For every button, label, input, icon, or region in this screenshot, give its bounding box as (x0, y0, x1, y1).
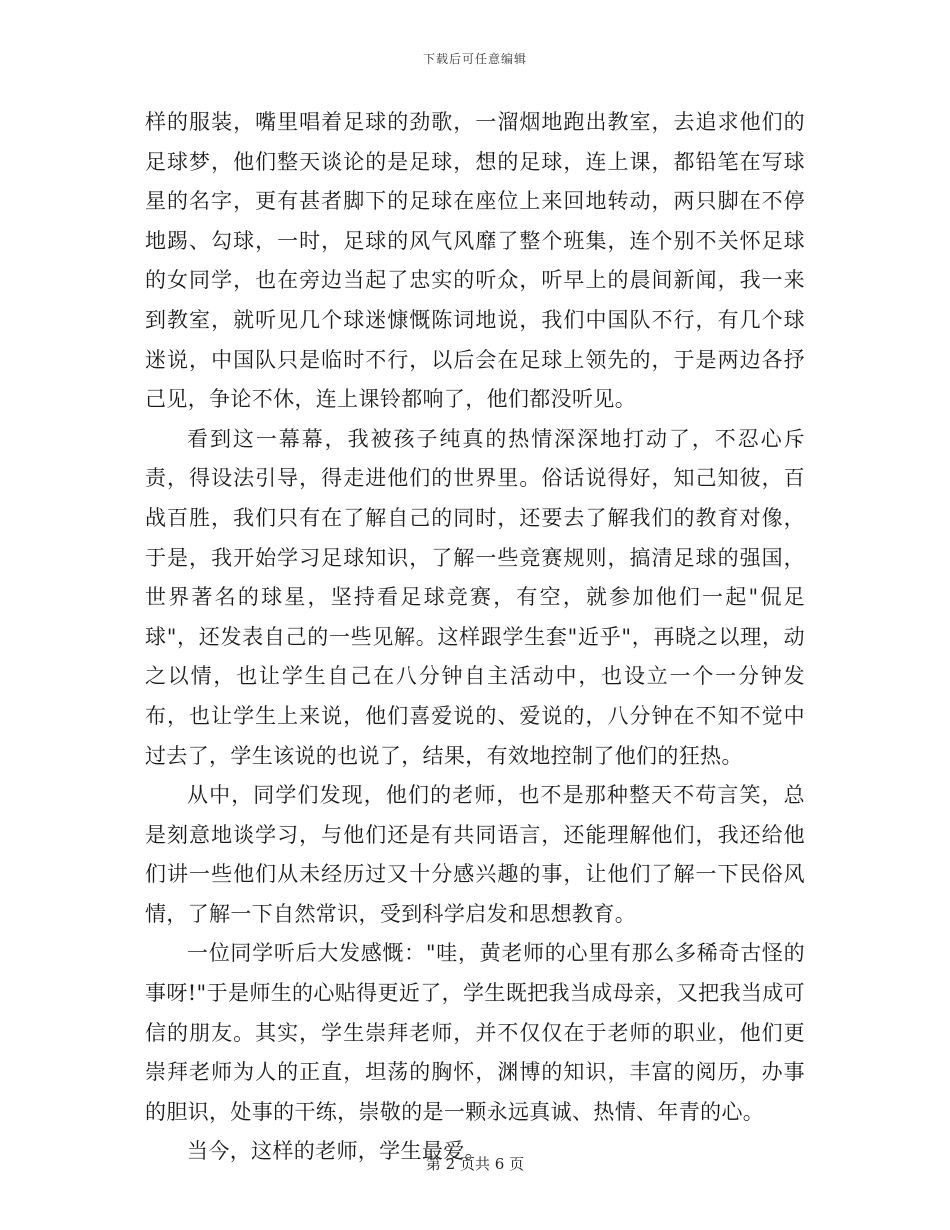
paragraph-5: 当今，这样的老师，学生最爱。 (187, 1139, 486, 1164)
paragraph-3: 从中，同学们发现，他们的老师，也不是那种整天不苟言笑，总是刻意地谈学习，与他们还是有共同语言，还能理解他们，我还给他们讲一些他们从未经历过又十分感兴趣的事，让他们了解一下民俗风情，了解一下自然常识，受到科学启发和思想教育。 (145, 783, 805, 926)
paragraph-4: 一位同学听后大发感慨："哇，黄老师的心里有那么多稀奇古怪的事呀!"于是师生的心贴得更近了，学生既把我当成母亲，又把我当成可信的朋友。其实，学生崇拜老师，并不仅仅在于老师的职业，他们更崇拜老师为人的正直，坦荡的胸怀，渊博的知识，丰富的阅历，办事的胆识，处事的干练，崇敬的是一颗永远真诚、热情、年青的心。 (145, 941, 805, 1124)
body-text (145, 103, 805, 1172)
page-header: 下载后可任意编辑 (422, 52, 527, 66)
paragraph-2: 看到这一幕幕，我被孩子纯真的热情深深地打动了，不忍心斥责，得设法引导，得走进他们的世界里。俗话说得好，知己知彼，百战百胜，我们只有在了解自己的同时，还要去了解我们的教育对像，于是，我开始学习足球知识，了解一些竞赛规则，搞清足球的强国，世界著名的球星，坚持看足球竞赛，有空，就参加他们一起"侃足球"，还发表自己的一些见解。这样跟学生套"近乎"，再晓之以理，动之以情，也让学生自己在八分钟自主活动中，也设立一个一分钟发布，也让学生上来说，他们喜爱说的、爱说的，八分钟在不知不觉中过去了，学生该说的也说了，结果，有效地控制了他们的狂热。 (145, 426, 805, 768)
page-footer: 第 2 页共 6 页 (425, 1155, 525, 1173)
paragraph-1: 样的服装，嘴里唱着足球的劲歌，一溜烟地跑出教室，去追求他们的足球梦，他们整天谈论的是足球，想的足球，连上课，都铅笔在写球星的名字，更有甚者脚下的足球在座位上来回地转动，两只脚在不停地踢、勾球，一时，足球的风气风靡了整个班集，连个别不关怀足球的女同学，也在旁边当起了忠实的听众，听早上的晨间新闻，我一来到教室，就听见几个球迷慷慨陈词地说，我们中国队不行，有几个球迷说，中国队只是临时不行，以后会在足球上领先的，于是两边各抒己见，争论不休，连上课铃都响了，他们都没听见。 (145, 110, 805, 412)
